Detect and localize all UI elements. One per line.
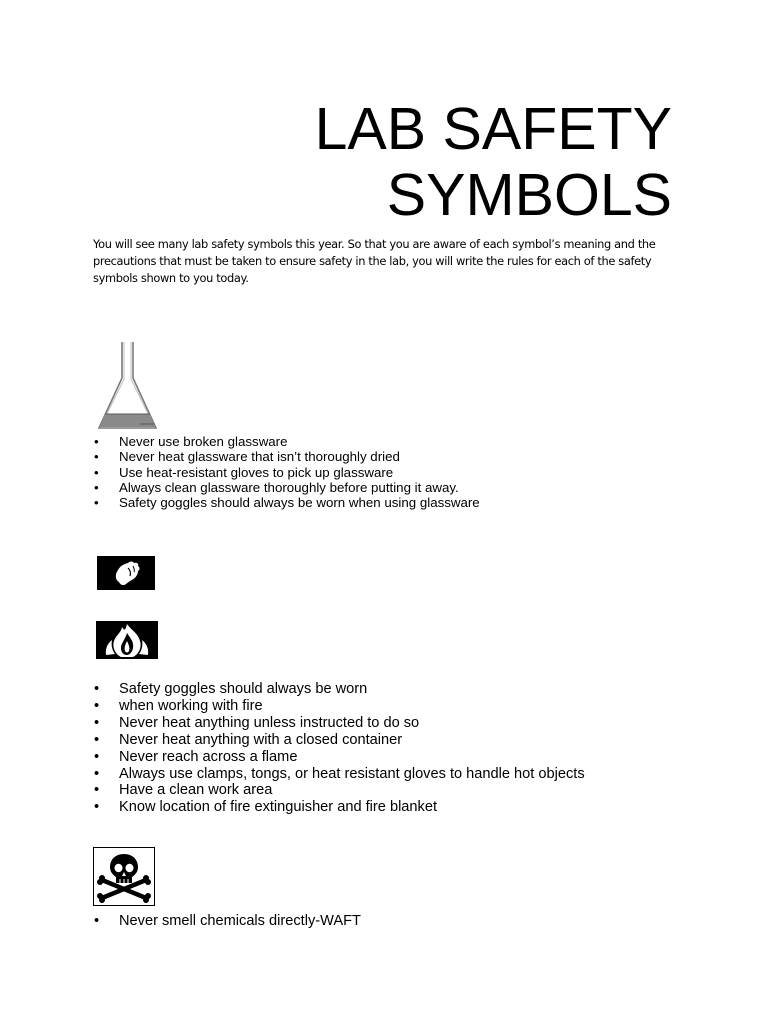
glove-icon bbox=[97, 556, 155, 590]
poison-rules bbox=[94, 913, 361, 930]
list-item: • Safety goggles should always be worn when using glassware bbox=[94, 495, 480, 510]
list-item: • Have a clean work area bbox=[94, 782, 585, 799]
list-item: • Never smell chemicals directly-WAFT bbox=[94, 913, 361, 930]
glassware-rules bbox=[94, 434, 480, 510]
list-item: • Know location of fire extinguisher and fire blanket bbox=[94, 799, 585, 816]
list-item: • Never use broken glassware bbox=[94, 434, 480, 449]
title-line-2: SYMBOLS bbox=[386, 162, 672, 228]
list-item: • Never heat glassware that isn’t thoroughly dried bbox=[94, 449, 480, 464]
list-item: • Safety goggles should always be worn bbox=[94, 681, 585, 698]
heat-rules bbox=[94, 681, 585, 816]
list-item: • Never heat anything unless instructed to do so bbox=[94, 715, 585, 732]
list-item: • Use heat-resistant gloves to pick up glassware bbox=[94, 465, 480, 480]
title-line-1: LAB SAFETY bbox=[314, 96, 672, 162]
list-item: • Never reach across a flame bbox=[94, 749, 585, 766]
list-item: • Always use clamps, tongs, or heat resistant gloves to handle hot objects bbox=[94, 766, 585, 783]
flame-icon bbox=[96, 621, 158, 659]
intro-paragraph: You will see many lab safety symbols this year. So that you are aware of each symbol’s meaning and the precautions that must be taken to ensure safety in the lab, you will write the rules for each of the safety symbols shown to you today. bbox=[93, 237, 656, 285]
list-item: • Never heat anything with a closed container bbox=[94, 732, 585, 749]
flask-icon bbox=[96, 340, 160, 430]
list-item: • Always clean glassware thoroughly before putting it away. bbox=[94, 480, 480, 495]
list-item: • when working with fire bbox=[94, 698, 585, 715]
skull-crossbones-icon bbox=[93, 847, 155, 906]
page-title bbox=[315, 96, 672, 228]
